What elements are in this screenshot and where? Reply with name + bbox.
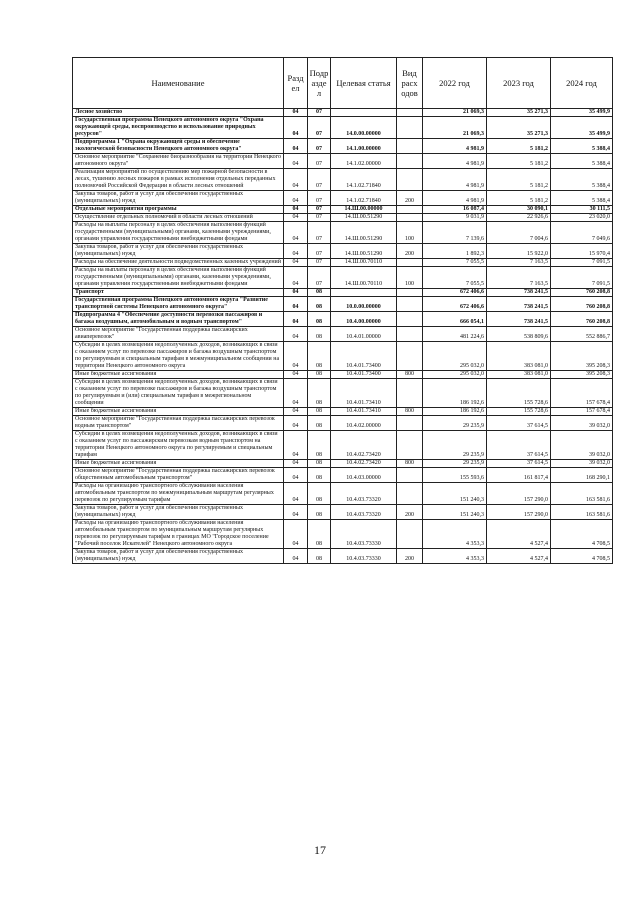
row-target: 14.Ш.00.00000 [331,206,397,214]
row-2022: 155 593,6 [423,468,487,483]
row-vid: 800 [397,460,423,468]
table-body [73,109,613,564]
row-razd: 04 [284,109,308,117]
row-name: Основное мероприятие "Государственная поддержка пассажирских перевозок общественным автомобильным транспортом" [73,468,284,483]
row-vid: 200 [397,244,423,259]
row-2024: 4 708,5 [551,549,613,564]
row-2023: 155 728,6 [487,408,551,416]
row-podrazd: 07 [308,191,331,206]
row-razd: 04 [284,520,308,549]
row-target: 10.4.01.73400 [331,371,397,379]
row-podrazd: 07 [308,109,331,117]
row-razd: 04 [284,416,308,431]
table-row [73,191,613,206]
header-name: Наименование [73,58,284,109]
row-2024: 39 032,0 [551,416,613,431]
row-2022: 4 981,9 [423,154,487,169]
row-2024: 163 581,6 [551,505,613,520]
row-2023: 5 181,2 [487,139,551,154]
row-target: 10.4.01.73410 [331,408,397,416]
table-row [73,520,613,549]
row-2022: 4 981,9 [423,139,487,154]
row-2023: 157 290,0 [487,505,551,520]
row-2024: 7 091,5 [551,259,613,267]
row-vid [397,342,423,371]
row-razd: 04 [284,289,308,297]
row-podrazd: 08 [308,431,331,460]
row-target: 10.4.03.73330 [331,520,397,549]
row-2023: 15 922,0 [487,244,551,259]
row-2023: 538 809,6 [487,327,551,342]
row-2024: 157 678,4 [551,408,613,416]
row-2022: 29 235,9 [423,416,487,431]
row-target: 10.4.03.73320 [331,483,397,505]
row-vid [397,117,423,139]
row-name: Основное мероприятие "Государственная поддержка пассажирских авиаперевозок" [73,327,284,342]
row-2022: 672 406,6 [423,297,487,312]
row-name: Закупка товаров, работ и услуг для обеспечения государственных (муниципальных) нужд [73,549,284,564]
table-row [73,416,613,431]
row-target: 14.0.00.00000 [331,117,397,139]
row-razd: 04 [284,312,308,327]
table-row [73,505,613,520]
row-2022: 7 055,5 [423,267,487,289]
row-target: 14.1.02.71840 [331,191,397,206]
row-2023: 5 181,2 [487,169,551,191]
row-name: Расходы на организацию транспортного обслуживания населения автомобильным транспортом по межмуниципальным маршрутам регулярных перевозок по регулируемым тарифам [73,483,284,505]
row-target: 10.4.00.00000 [331,312,397,327]
row-podrazd: 07 [308,214,331,222]
row-2022: 4 353,3 [423,520,487,549]
row-name: Субсидии в целях возмещения недополученных доходов, возникающих в связи с оказанием услуг по перевозке пассажиров и багажа воздушным транспортом по регулируемым и (или) специальным тарифам в межрегиональном сообщении [73,379,284,408]
table-row [73,549,613,564]
row-vid [397,431,423,460]
row-2023: 22 926,6 [487,214,551,222]
row-name: Иные бюджетные ассигнования [73,371,284,379]
row-2022: 186 192,6 [423,408,487,416]
row-podrazd: 07 [308,222,331,244]
row-2023: 5 181,2 [487,191,551,206]
row-2024: 760 208,8 [551,297,613,312]
row-target: 14.Ш.00.70110 [331,267,397,289]
row-2023: 157 290,0 [487,483,551,505]
row-podrazd: 08 [308,327,331,342]
row-target: 10.4.02.00000 [331,416,397,431]
row-name: Лесное хозяйство [73,109,284,117]
row-2024: 35 499,9 [551,117,613,139]
header-year-2023: 2023 год [487,58,551,109]
row-name: Государственная программа Ненецкого автономного округа "Развитие транспортной системы Ненецкого автономного округа" [73,297,284,312]
row-2022: 1 892,3 [423,244,487,259]
row-2023: 37 614,5 [487,460,551,468]
row-2024: 5 388,4 [551,139,613,154]
row-name: Расходы на организацию транспортного обслуживания населения автомобильным транспортом по муниципальным маршрутам регулярных перевозок по регулируемым тарифам в границах МО "Городское поселение "Рабочий поселок Искателей" Ненецкого автономного округа [73,520,284,549]
row-razd: 04 [284,214,308,222]
row-2022: 7 139,6 [423,222,487,244]
row-2024: 23 020,0 [551,214,613,222]
row-razd: 04 [284,267,308,289]
row-2024: 15 970,4 [551,244,613,259]
row-razd: 04 [284,371,308,379]
row-name: Государственная программа Ненецкого автономного округа "Охрана окружающей среды, воспроизводство и использование природных ресурсов" [73,117,284,139]
row-podrazd: 07 [308,206,331,214]
row-2024: 395 208,3 [551,371,613,379]
row-2023: 7 163,5 [487,267,551,289]
row-2024: 168 290,1 [551,468,613,483]
row-razd: 04 [284,222,308,244]
row-2023: 5 181,2 [487,154,551,169]
row-2024: 39 032,0 [551,431,613,460]
row-vid [397,416,423,431]
row-podrazd: 08 [308,483,331,505]
row-2022: 4 353,3 [423,549,487,564]
row-podrazd: 07 [308,244,331,259]
row-name: Подпрограмма 4 "Обеспечение доступности перевозки пассажиров и багажа воздушным, автомобильным и водным транспортом" [73,312,284,327]
row-razd: 04 [284,431,308,460]
row-razd: 04 [284,327,308,342]
page-number: 17 [314,843,326,857]
table-row [73,117,613,139]
row-podrazd: 07 [308,267,331,289]
table-row [73,431,613,460]
table-row [73,327,613,342]
row-2022: 21 069,3 [423,117,487,139]
row-vid [397,289,423,297]
row-razd: 04 [284,117,308,139]
row-vid [397,468,423,483]
row-target: 10.4.01.73410 [331,379,397,408]
row-2023: 35 271,3 [487,117,551,139]
row-podrazd: 07 [308,117,331,139]
row-razd: 04 [284,505,308,520]
row-target: 14.1.02.71840 [331,169,397,191]
row-vid [397,312,423,327]
table-row [73,139,613,154]
row-2022: 29 235,9 [423,431,487,460]
row-2023: 7 004,6 [487,222,551,244]
row-name: Транспорт [73,289,284,297]
row-2024: 7 091,5 [551,267,613,289]
row-podrazd: 08 [308,408,331,416]
row-2023: 37 614,5 [487,431,551,460]
header-target: Целевая статья [331,58,397,109]
row-2024: 552 886,7 [551,327,613,342]
table-row [73,169,613,191]
row-2024: 5 388,4 [551,154,613,169]
budget-table [72,57,613,564]
row-2022: 4 981,9 [423,191,487,206]
row-name: Расходы на обеспечение деятельности подведомственных казенных учреждений [73,259,284,267]
row-2023: 155 728,6 [487,379,551,408]
row-2023: 4 527,4 [487,549,551,564]
header-year-2022: 2022 год [423,58,487,109]
row-name: Отдельные мероприятия программы [73,206,284,214]
row-razd: 04 [284,408,308,416]
row-vid [397,297,423,312]
row-2023: 4 527,4 [487,520,551,549]
row-2024: 5 388,4 [551,169,613,191]
table-row [73,214,613,222]
row-target: 14.1.02.00000 [331,154,397,169]
row-razd: 04 [284,342,308,371]
row-target: 14.Ш.00.51290 [331,244,397,259]
row-razd: 04 [284,549,308,564]
row-razd: 04 [284,468,308,483]
row-2022: 9 031,9 [423,214,487,222]
row-razd: 04 [284,169,308,191]
row-2023: 738 241,5 [487,312,551,327]
row-razd: 04 [284,191,308,206]
row-2022: 481 224,6 [423,327,487,342]
row-target: 14.Ш.00.51290 [331,222,397,244]
row-name: Реализация мероприятий по осуществлению мер пожарной безопасности в лесах, тушению лесных пожаров в рамках исполнения отдельных переданных полномочий Российской Федерации в области лесных отношений [73,169,284,191]
row-2024: 4 708,5 [551,520,613,549]
row-razd: 04 [284,259,308,267]
row-target [331,289,397,297]
row-vid [397,214,423,222]
row-2022: 295 032,0 [423,342,487,371]
table-row [73,379,613,408]
row-razd: 04 [284,483,308,505]
row-razd: 04 [284,244,308,259]
row-2023: 35 271,3 [487,109,551,117]
row-target: 10.4.03.73320 [331,505,397,520]
row-name: Основное мероприятие "Сохранение биоразнообразия на территории Ненецкого автономного округа" [73,154,284,169]
row-razd: 04 [284,460,308,468]
row-podrazd: 08 [308,460,331,468]
row-target: 10.4.03.00000 [331,468,397,483]
row-name: Субсидии в целях возмещения недополученных доходов, возникающих в связи с оказанием услуг по перевозке пассажиров и багажа воздушным транспортом по регулируемым и специальным тарифам в межмуниципальном сообщении на территории Ненецкого автономного округа [73,342,284,371]
table-row [73,468,613,483]
row-podrazd: 08 [308,505,331,520]
budget-sheet [72,57,612,564]
row-target: 14.1.00.00000 [331,139,397,154]
row-2024: 7 049,6 [551,222,613,244]
row-name: Расходы на выплаты персоналу в целях обеспечения выполнения функций государственными (муниципальными) органами, казенными учреждениями, органами управления государственными внебюджетными фондами [73,222,284,244]
table-row [73,289,613,297]
row-2023: 383 081,0 [487,342,551,371]
table-row [73,371,613,379]
table-row [73,312,613,327]
row-vid [397,520,423,549]
row-2024: 39 032,0 [551,460,613,468]
header-year-2024: 2024 год [551,58,613,109]
row-target [331,109,397,117]
row-2024: 163 581,6 [551,483,613,505]
row-2022: 666 054,1 [423,312,487,327]
row-vid: 200 [397,549,423,564]
table-row [73,483,613,505]
row-podrazd: 08 [308,520,331,549]
row-vid: 200 [397,191,423,206]
row-target: 10.4.01.73400 [331,342,397,371]
row-podrazd: 08 [308,312,331,327]
row-podrazd: 07 [308,139,331,154]
row-2024: 157 678,4 [551,379,613,408]
row-vid: 800 [397,408,423,416]
table-row [73,154,613,169]
row-vid [397,139,423,154]
row-razd: 04 [284,379,308,408]
table-row [73,244,613,259]
row-razd: 04 [284,297,308,312]
row-2023: 37 614,5 [487,416,551,431]
row-2023: 738 241,5 [487,289,551,297]
row-razd: 04 [284,139,308,154]
row-vid [397,327,423,342]
row-2022: 7 055,5 [423,259,487,267]
table-row [73,222,613,244]
row-2022: 21 069,3 [423,109,487,117]
row-2024: 5 388,4 [551,191,613,206]
row-razd: 04 [284,154,308,169]
row-2022: 4 981,9 [423,169,487,191]
row-2023: 383 081,0 [487,371,551,379]
row-2023: 738 241,5 [487,297,551,312]
row-target: 10.0.00.00000 [331,297,397,312]
row-name: Основное мероприятие "Государственная поддержка пассажирских перевозок водным транспортом" [73,416,284,431]
row-podrazd: 07 [308,259,331,267]
table-row [73,408,613,416]
row-vid [397,206,423,214]
row-target: 14.Ш.00.70110 [331,259,397,267]
row-2022: 295 032,0 [423,371,487,379]
row-name: Закупка товаров, работ и услуг для обеспечения государственных (муниципальных) нужд [73,244,284,259]
row-2022: 151 240,3 [423,483,487,505]
header-podrazd: Подр азде л [308,58,331,109]
row-2023: 161 817,4 [487,468,551,483]
row-podrazd: 08 [308,297,331,312]
table-row [73,342,613,371]
row-vid [397,109,423,117]
row-2024: 35 499,9 [551,109,613,117]
row-2024: 30 111,5 [551,206,613,214]
row-vid [397,483,423,505]
row-name: Иные бюджетные ассигнования [73,460,284,468]
row-podrazd: 08 [308,342,331,371]
row-podrazd: 08 [308,468,331,483]
row-name: Осуществление отдельных полномочий в области лесных отношений [73,214,284,222]
row-2022: 186 192,6 [423,379,487,408]
row-2024: 395 208,3 [551,342,613,371]
row-name: Подпрограмма 1 "Охрана окружающей среды и обеспечение экологической безопасности Ненецкого автономного округа" [73,139,284,154]
row-2022: 16 087,4 [423,206,487,214]
table-row [73,297,613,312]
header-vid: Вид расх одов [397,58,423,109]
row-name: Расходы на выплаты персоналу в целях обеспечения выполнения функций государственными (муниципальными) органами, казенными учреждениями, органами управления государственными внебюджетными фондами [73,267,284,289]
row-vid [397,379,423,408]
table-header-row [73,58,613,109]
row-target: 10.4.02.73420 [331,431,397,460]
row-2023: 7 163,5 [487,259,551,267]
row-name: Закупка товаров, работ и услуг для обеспечения государственных (муниципальных) нужд [73,191,284,206]
row-podrazd: 08 [308,371,331,379]
row-2022: 151 240,3 [423,505,487,520]
row-target: 10.4.02.73420 [331,460,397,468]
row-vid: 100 [397,267,423,289]
row-vid [397,169,423,191]
table-row [73,206,613,214]
table-row [73,109,613,117]
header-razd: Разд ел [284,58,308,109]
row-podrazd: 08 [308,416,331,431]
row-name: Закупка товаров, работ и услуг для обеспечения государственных (муниципальных) нужд [73,505,284,520]
row-podrazd: 08 [308,289,331,297]
row-name: Иные бюджетные ассигнования [73,408,284,416]
row-vid [397,154,423,169]
row-vid: 800 [397,371,423,379]
row-target: 14.Ш.00.51290 [331,214,397,222]
row-target: 10.4.03.73330 [331,549,397,564]
row-2022: 672 406,6 [423,289,487,297]
row-2022: 29 235,9 [423,460,487,468]
row-vid [397,259,423,267]
row-podrazd: 08 [308,549,331,564]
table-row [73,267,613,289]
row-podrazd: 08 [308,379,331,408]
row-podrazd: 07 [308,169,331,191]
row-2023: 30 090,1 [487,206,551,214]
row-podrazd: 07 [308,154,331,169]
row-target: 10.4.01.00000 [331,327,397,342]
row-2024: 760 208,8 [551,289,613,297]
row-2024: 760 208,8 [551,312,613,327]
row-name: Субсидии в целях возмещения недополученных доходов, возникающих в связи с оказанием услуг по пассажирским перевозкам водным транспортом на территории Ненецкого автономного округа по регулируемым и специальным тарифам [73,431,284,460]
row-vid: 200 [397,505,423,520]
row-razd: 04 [284,206,308,214]
table-row [73,259,613,267]
row-vid: 100 [397,222,423,244]
table-row [73,460,613,468]
